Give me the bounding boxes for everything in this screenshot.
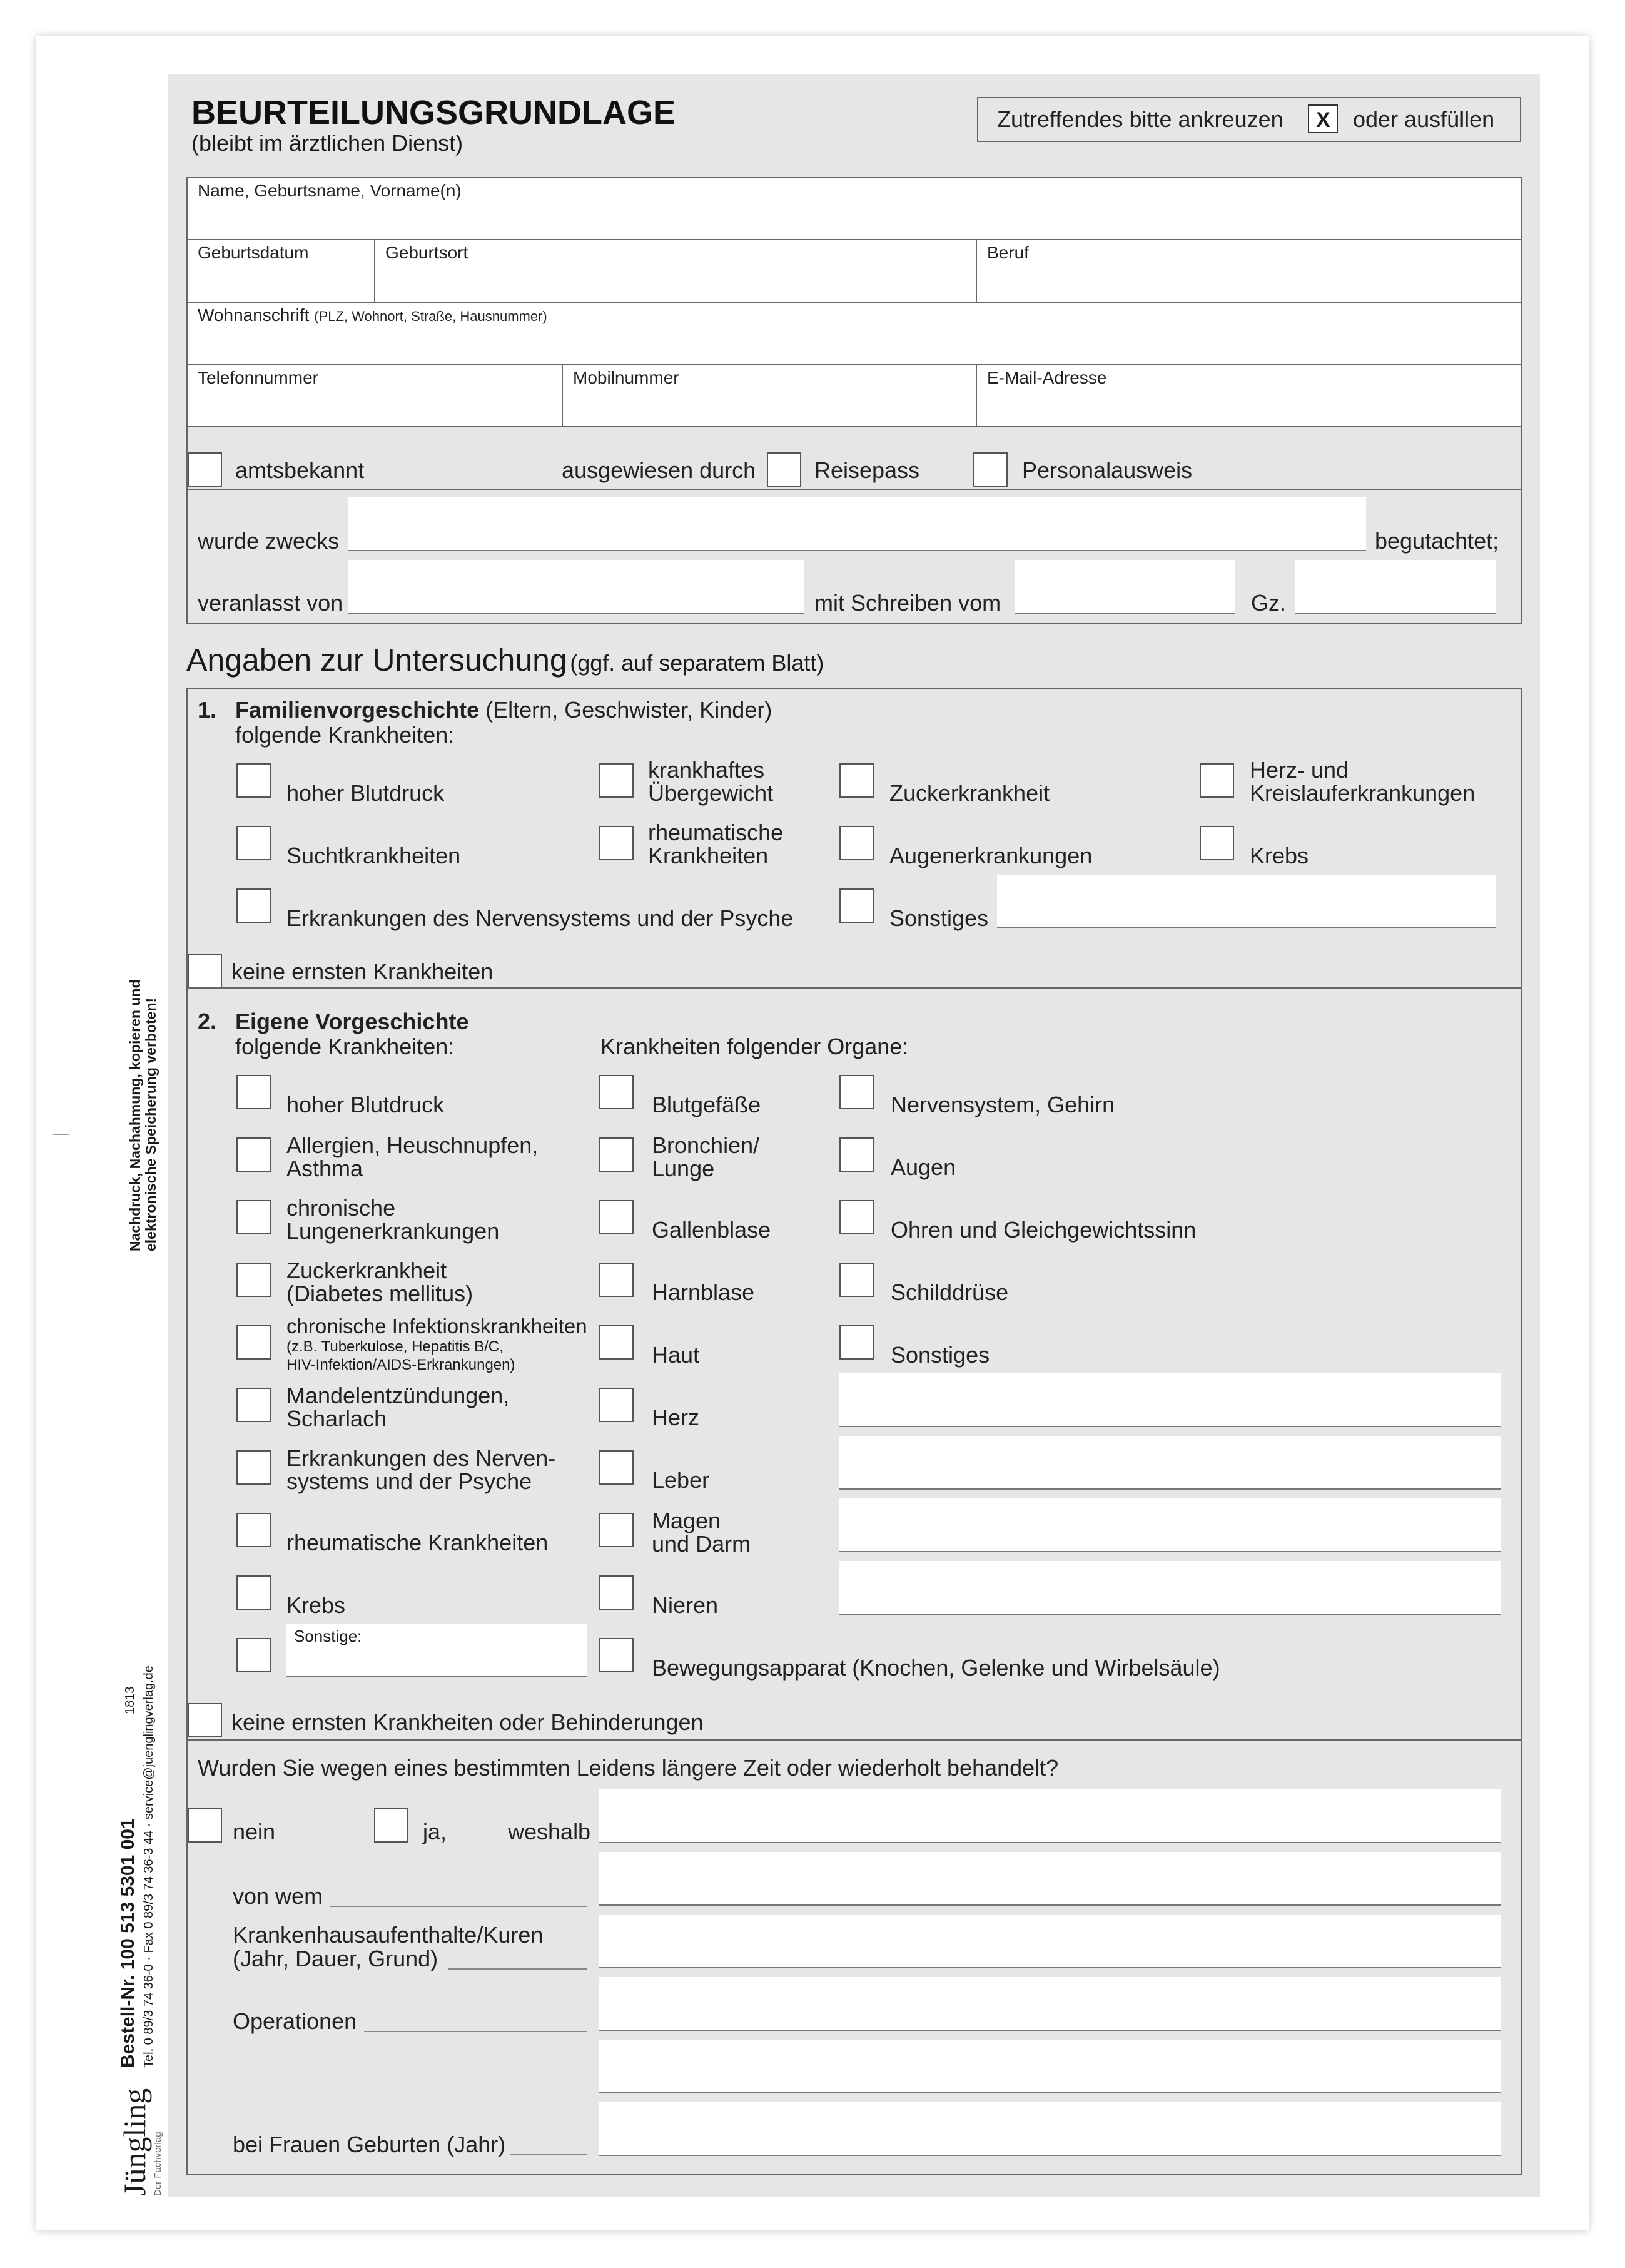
publisher-contact: Tel. 0 89/3 74 36-0 · Fax 0 89/3 74 36-3 44 · service@juenglingverlag.de <box>142 1665 156 2068</box>
own-allergy-label-2: Asthma <box>286 1156 363 1181</box>
email-field[interactable] <box>977 391 1521 426</box>
hospital-field[interactable] <box>599 1915 1501 1968</box>
skin-checkbox[interactable] <box>599 1325 634 1360</box>
liver-checkbox[interactable] <box>599 1450 634 1485</box>
own-infection-label-2: (z.B. Tuberkulose, Hepatitis B/C, <box>286 1338 504 1355</box>
reference-label: Gz. <box>1251 590 1287 616</box>
address-label-text: Wohnanschrift <box>198 305 310 325</box>
motor-checkbox[interactable] <box>599 1638 634 1672</box>
bronchi-label-2: Lunge <box>652 1156 715 1181</box>
name-field-label: Name, Geburtsname, Vorname(n) <box>198 181 462 200</box>
hospital-label-1: Krankenhausaufenthalte/Kuren <box>233 1922 544 1948</box>
heart-checkbox[interactable] <box>599 1388 634 1422</box>
initiated-by-field[interactable] <box>348 560 804 614</box>
row-divider <box>186 302 1522 303</box>
own-cancer-checkbox[interactable] <box>236 1575 271 1610</box>
birthdate-label: Geburtsdatum <box>198 243 309 262</box>
own-other-checkbox[interactable] <box>236 1638 271 1672</box>
treatment-by-whom-label: von wem <box>233 1883 323 1909</box>
vessels-checkbox[interactable] <box>599 1075 634 1109</box>
own-allergy-checkbox[interactable] <box>236 1137 271 1172</box>
family-cancer-label: Krebs <box>1250 843 1309 868</box>
own-diabetes-checkbox[interactable] <box>236 1263 271 1297</box>
form-subtitle: (bleibt im ärztlichen Dienst) <box>191 130 463 156</box>
vessels-label: Blutgefäße <box>652 1092 761 1117</box>
gall-checkbox[interactable] <box>599 1200 634 1234</box>
own-tonsil-label-1: Mandelentzündungen, <box>286 1383 510 1408</box>
initiated-by-label: veranlasst von <box>198 590 343 616</box>
address-label <box>198 307 547 324</box>
mobile-label: Mobilnummer <box>573 368 679 387</box>
thyroid-label: Schilddrüse <box>891 1279 1009 1305</box>
publisher-logo: Jüngling <box>117 2088 152 2196</box>
treatment-by-whom-line <box>330 1906 587 1907</box>
hospital-label-2: (Jahr, Dauer, Grund) <box>233 1946 438 1971</box>
own-tonsil-label-2: Scharlach <box>286 1406 387 1431</box>
phone-field[interactable] <box>188 391 560 426</box>
own-lung-checkbox[interactable] <box>236 1200 271 1234</box>
family-overweight-label-1: krankhaftes <box>648 757 765 783</box>
own-lung-label-2: Lungenerkrankungen <box>286 1218 500 1244</box>
liver-label: Leber <box>652 1467 710 1493</box>
exam-heading-text: Angaben zur Untersuchung <box>186 643 567 678</box>
family-none-label: keine ernsten Krankheiten <box>231 959 494 984</box>
own-tonsil-checkbox[interactable] <box>236 1388 271 1422</box>
bladder-label: Harnblase <box>652 1279 755 1305</box>
form-code: 1813 <box>123 1686 137 1714</box>
family-eye-label: Augenerkrankungen <box>889 843 1093 868</box>
treatment-yes-label: ja, <box>423 1819 447 1844</box>
birthplace-field[interactable] <box>375 266 974 300</box>
own-nerve-label-1: Erkrankungen des Nerven- <box>286 1445 556 1471</box>
own-hypertension-checkbox[interactable] <box>236 1075 271 1109</box>
family-heart-label-2: Kreislauferkrankungen <box>1250 780 1476 806</box>
treatment-by-whom-field[interactable] <box>599 1852 1501 1906</box>
family-diabetes-label: Zuckerkrankheit <box>889 780 1050 806</box>
nervous-checkbox[interactable] <box>839 1075 874 1109</box>
own-nerve-label-2: systems und der Psyche <box>286 1468 532 1494</box>
own-number: 2. <box>198 1009 217 1034</box>
stomach-label-1: Magen <box>652 1508 721 1533</box>
births-line <box>510 2154 587 2155</box>
family-addiction-checkbox[interactable] <box>236 826 271 860</box>
family-title-note: (Eltern, Geschwister, Kinder) <box>485 697 772 723</box>
family-overweight-checkbox[interactable] <box>599 763 634 798</box>
identity-divider <box>186 489 1522 490</box>
motor-label: Bewegungsapparat (Knochen, Gelenke und Wirbelsäule) <box>652 1655 1220 1681</box>
family-other-checkbox[interactable] <box>839 888 874 923</box>
operations-label: Operationen <box>233 2008 357 2034</box>
id-card-label: Personalausweis <box>1022 457 1193 483</box>
purpose-field[interactable] <box>348 497 1366 551</box>
own-infection-label-3: HIV-Infektion/AIDS-Erkrankungen) <box>286 1356 515 1373</box>
birthplace-label: Geburtsort <box>385 243 468 262</box>
own-cancer-label: Krebs <box>286 1592 346 1618</box>
heart-label: Herz <box>652 1405 700 1430</box>
thyroid-checkbox[interactable] <box>839 1263 874 1297</box>
own-diabetes-label-2: (Diabetes mellitus) <box>286 1281 473 1306</box>
copyright-notice-2: elektronische Speicherung verboten! <box>143 997 159 1251</box>
family-intro: folgende Krankheiten: <box>235 722 455 748</box>
reference-field[interactable] <box>1295 560 1496 614</box>
fold-mark <box>53 1134 69 1135</box>
stomach-label-2: und Darm <box>652 1531 751 1557</box>
family-heart-label-1: Herz- und <box>1250 757 1349 783</box>
letter-date-label: mit Schreiben vom <box>814 590 1001 616</box>
own-rheuma-label: rheumatische Krankheiten <box>286 1530 549 1555</box>
own-rheuma-checkbox[interactable] <box>236 1513 271 1547</box>
family-addiction-label: Suchtkrankheiten <box>286 843 461 868</box>
instruction-text: Zutreffendes bitte ankreuzen <box>997 106 1283 132</box>
treatment-why-label: weshalb <box>508 1819 591 1844</box>
copyright-notice-1: Nachdruck, Nachahmung, kopieren und <box>127 979 143 1251</box>
own-none-checkbox[interactable] <box>188 1703 222 1737</box>
kidney-checkbox[interactable] <box>599 1575 634 1610</box>
bronchi-checkbox[interactable] <box>599 1137 634 1172</box>
nervous-label: Nervensystem, Gehirn <box>891 1092 1115 1117</box>
family-hypertension-checkbox[interactable] <box>236 763 271 798</box>
known-label: amtsbekannt <box>235 457 365 483</box>
family-other-label: Sonstiges <box>889 905 989 931</box>
own-diabetes-label-1: Zuckerkrankheit <box>286 1258 447 1283</box>
own-intro: folgende Krankheiten: <box>235 1034 455 1059</box>
identified-by-label: ausgewiesen durch <box>562 457 756 483</box>
gall-label: Gallenblase <box>652 1217 771 1243</box>
form-title: BEURTEILUNGSGRUNDLAGE <box>191 94 676 131</box>
treatment-yes-checkbox[interactable] <box>374 1808 408 1843</box>
organ-other-field-3[interactable] <box>839 1498 1501 1552</box>
phone-label: Telefonnummer <box>198 368 318 387</box>
address-field[interactable] <box>188 328 1521 363</box>
stomach-checkbox[interactable] <box>599 1513 634 1547</box>
job-label: Beruf <box>987 243 1029 262</box>
own-other-label: Sonstige: <box>294 1627 362 1645</box>
treatment-no-label: nein <box>233 1819 276 1844</box>
ears-label: Ohren und Gleichgewichtssinn <box>891 1217 1197 1243</box>
family-rheuma-checkbox[interactable] <box>599 826 634 860</box>
family-diabetes-checkbox[interactable] <box>839 763 874 798</box>
purpose-suffix: begutachtet; <box>1375 528 1499 554</box>
family-nerve-label: Erkrankungen des Nervensystems und der Psyche <box>286 905 794 931</box>
publisher-tagline: Der Fachverlag <box>153 2132 163 2196</box>
treatment-no-checkbox[interactable] <box>188 1808 222 1843</box>
family-none-checkbox[interactable] <box>188 954 222 989</box>
organs-intro: Krankheiten folgender Organe: <box>600 1034 909 1059</box>
eyes-label: Augen <box>891 1154 956 1180</box>
family-overweight-label-2: Übergewicht <box>648 780 774 806</box>
operations-field-2[interactable] <box>599 2040 1501 2093</box>
family-hypertension-label: hoher Blutdruck <box>286 780 445 806</box>
ears-checkbox[interactable] <box>839 1200 874 1234</box>
kidney-label: Nieren <box>652 1592 719 1618</box>
own-infection-checkbox[interactable] <box>236 1325 271 1360</box>
family-eye-checkbox[interactable] <box>839 826 874 860</box>
instruction-suffix: oder ausfüllen <box>1353 106 1495 132</box>
passport-label: Reisepass <box>814 457 920 483</box>
family-title-text: Familienvorgeschichte <box>235 697 480 723</box>
own-infection-label-1: chronische Infektionskrankheiten <box>286 1315 587 1338</box>
mobile-field[interactable] <box>563 391 974 426</box>
bronchi-label-1: Bronchien/ <box>652 1132 760 1158</box>
organ-other-field-2[interactable] <box>839 1436 1501 1490</box>
organ-other-field-1[interactable] <box>839 1373 1501 1427</box>
row-divider <box>186 239 1522 240</box>
own-nerve-checkbox[interactable] <box>236 1450 271 1485</box>
births-label: bei Frauen Geburten (Jahr) <box>233 2132 506 2157</box>
letter-date-field[interactable] <box>1015 560 1235 614</box>
bladder-checkbox[interactable] <box>599 1263 634 1297</box>
organ-other-checkbox[interactable] <box>839 1325 874 1360</box>
family-heart-checkbox[interactable] <box>1200 763 1234 798</box>
skin-label: Haut <box>652 1342 700 1368</box>
family-nerve-checkbox[interactable] <box>236 888 271 923</box>
family-other-field[interactable] <box>997 875 1496 928</box>
family-rheuma-label-2: Krankheiten <box>648 843 769 868</box>
name-field[interactable] <box>188 203 1521 238</box>
purpose-label: wurde zwecks <box>198 528 340 554</box>
organ-other-field-4[interactable] <box>839 1561 1501 1615</box>
order-number: Bestell-Nr. 100 513 5301 001 <box>118 1818 138 2068</box>
address-label-hint: (PLZ, Wohnort, Straße, Hausnummer) <box>314 308 547 324</box>
family-cancer-checkbox[interactable] <box>1200 826 1234 860</box>
own-title: Eigene Vorgeschichte <box>235 1009 469 1034</box>
own-lung-label-1: chronische <box>286 1195 396 1221</box>
own-none-label: keine ernsten Krankheiten oder Behinderungen <box>231 1709 704 1735</box>
exam-heading <box>186 644 824 676</box>
family-title <box>235 699 772 721</box>
organ-other-label: Sonstiges <box>891 1342 990 1368</box>
checkmark-x: X <box>1316 108 1330 132</box>
known-checkbox[interactable] <box>188 452 222 487</box>
id-card-checkbox[interactable] <box>973 452 1008 487</box>
eyes-checkbox[interactable] <box>839 1137 874 1172</box>
operations-field-1[interactable] <box>599 1977 1501 2031</box>
family-rheuma-label-1: rheumatische <box>648 820 784 845</box>
passport-checkbox[interactable] <box>767 452 801 487</box>
birthdate-field[interactable] <box>188 266 373 300</box>
family-number: 1. <box>198 697 217 723</box>
job-field[interactable] <box>977 266 1521 300</box>
hospital-line <box>448 1968 587 1970</box>
operations-line <box>364 2031 587 2032</box>
treatment-question: Wurden Sie wegen eines bestimmten Leidens längere Zeit oder wiederholt behandelt? <box>198 1755 1059 1781</box>
own-hypertension-label: hoher Blutdruck <box>286 1092 445 1117</box>
own-allergy-label-1: Allergien, Heuschnupfen, <box>286 1132 539 1158</box>
treatment-why-field[interactable] <box>599 1789 1501 1843</box>
row-divider <box>186 364 1522 365</box>
exam-heading-note: (ggf. auf separatem Blatt) <box>570 650 824 676</box>
births-field[interactable] <box>599 2102 1501 2156</box>
email-label: E-Mail-Adresse <box>987 368 1107 387</box>
